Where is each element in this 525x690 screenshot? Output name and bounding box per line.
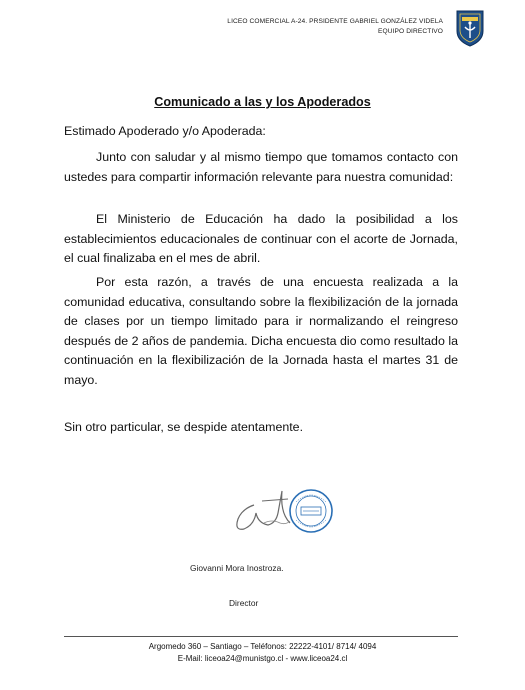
team-name: EQUIPO DIRECTIVO [378, 28, 443, 35]
paragraph-3: Por esta razón, a través de una encuesta realizada a la comunidad educativa, consultando sobre la flexibilización de la jornada de clases por un tiempo limitado para ir normalizando el reingreso después de 2 años de pandemia. Dicha encuesta dio como resultado la continuación en la flexibilización de la Jornada hasta el martes 31 de mayo. [64, 275, 458, 387]
school-crest-icon [455, 9, 485, 47]
school-name: LICEO COMERCIAL A-24. PRSIDENTE GABRIEL GONZÁLEZ VIDELA [227, 18, 443, 25]
footer-address: Argomedo 360 – Santiago – Teléfonos: 22222-4101/ 8714/ 4094 [148, 642, 377, 651]
letter-title: Comunicado a las y los Apoderados [154, 95, 371, 109]
footer-contact: E-Mail: liceoa24@munistgo.cl - www.liceoa24.cl [177, 654, 348, 663]
paragraph-1: Junto con saludar y al mismo tiempo que tomamos contacto con ustedes para compartir información relevante para nuestra comunidad: [64, 150, 458, 184]
header-text [227, 17, 443, 37]
footer-divider [64, 636, 458, 637]
paragraph-2: El Ministerio de Educación ha dado la posibilidad a los establecimientos educacionales de continuar con el acorte de Jornada, el cual finalizaba en el mes de abril. [64, 212, 458, 265]
signer-title: Director [229, 598, 259, 608]
closing-line: Sin otro particular, se despide atentamente. [64, 420, 304, 434]
official-seal-icon [288, 488, 334, 534]
greeting: Estimado Apoderado y/o Apoderada: [64, 124, 266, 138]
signer-name: Giovanni Mora Inostroza. [190, 563, 284, 573]
